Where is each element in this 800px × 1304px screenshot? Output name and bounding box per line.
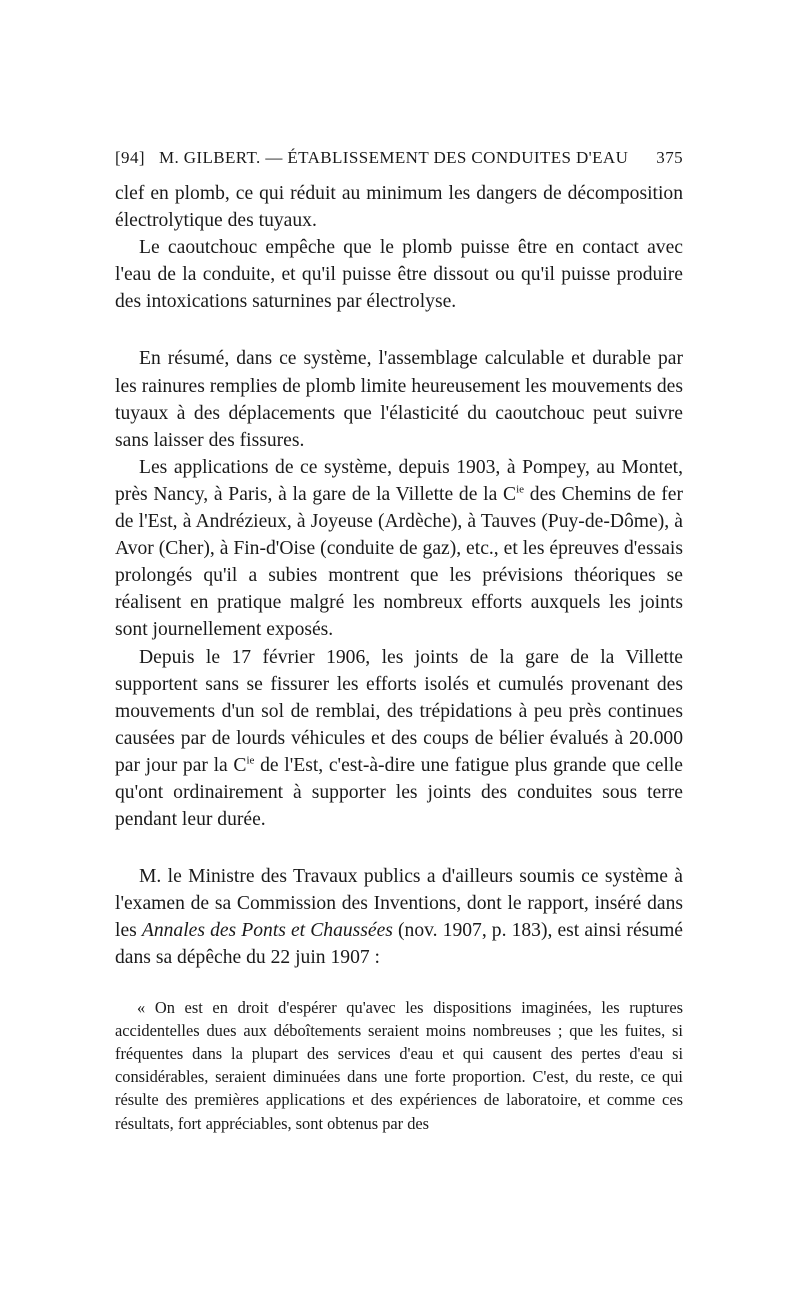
body-text [115, 180, 683, 972]
paragraph-text: de l'Est, c'est-à-dire une fatigue plus grande que celle qu'ont ordinairement à supporter les joints des conduites sous terre pendant leur durée. [115, 754, 683, 831]
quote-text: « On est en droit d'espérer qu'avec les dispositions imaginées, les ruptures accidentelles dues aux déboîtements seraient moins nombreuses ; que les fuites, si fréquentes dans la plupart des services d'eau et qui causent des pertes d'eau si considérables, seraient diminuées dans une forte proportion. C'est, du reste, ce qui résulte des premières applications et des expériences de laboratoire, et comme ces résultats, fort appréciables, sont obtenus par des [115, 997, 683, 1133]
paragraph-text: Les applications de ce système, depuis 1903, à Pompey, au Montet, près Nancy, à Paris, à la gare de la Villette de la C [115, 456, 683, 505]
paragraph [115, 863, 683, 971]
header-section-number: [94] [115, 148, 145, 167]
paragraph-text: (nov. 1907, p. 183), est ainsi résumé dans sa dépêche du 22 juin 1907 : [115, 920, 684, 969]
paragraph: Le caoutchouc empêche que le plomb puisse être en contact avec l'eau de la conduite, et qu'il puisse être dissout ou qu'il puisse produire des intoxications saturnines par électrolyse. [115, 237, 683, 313]
journal-title: Annales des Ponts et Chaussées [141, 920, 393, 942]
paragraph: clef en plomb, ce qui réduit au minimum les dangers de décomposition électrolytique des tuyaux. [115, 183, 683, 232]
page-number: 375 [656, 148, 683, 167]
running-header [115, 148, 683, 174]
section-break [115, 315, 683, 345]
paragraph-text: M. le Ministre des Travaux publics a d'ailleurs soumis ce système à l'examen de sa Commission des Inventions, dont le rapport, inséré dans les [115, 866, 683, 942]
paragraph [115, 644, 683, 834]
superscript-abbrev: ie [246, 754, 255, 767]
paragraph: En résumé, dans ce système, l'assemblage calculable et durable par les rainures remplies de plomb limite heureusement les mouvements des tuyaux à des déplacements que l'élasticité du caoutchouc peut suivre sans laisser des fissures. [115, 348, 683, 451]
book-page [115, 148, 683, 1135]
header-title: M. GILBERT. — ÉTABLISSEMENT DES CONDUITES D'EAU [158, 148, 629, 167]
block-quote [115, 996, 683, 1135]
paragraph-text: Depuis le 17 février 1906, les joints de la gare de la Villette supportent sans se fissurer les efforts isolés et cumulés provenant des mouvements d'un sol de remblai, des trépidations à peu près continues causées par de lourds véhicules et des coups de bélier évalués à 20.000 par jour par la C [115, 646, 683, 776]
paragraph-text: des Chemins de fer de l'Est, à Andrézieux, à Joyeuse (Ardèche), à Tauves (Puy-de-Dôme), à Avor (Cher), à Fin-d'Oise (conduite de gaz), etc., et les épreuves d'essais prolongés qu'il a subies montrent que les prévisions théoriques se réalisent en pratique malgré les nombreux efforts auxquels les joints sont journellement exposés. [115, 483, 683, 641]
superscript-abbrev: ie [516, 483, 525, 496]
paragraph [115, 454, 683, 644]
section-break [115, 833, 683, 863]
